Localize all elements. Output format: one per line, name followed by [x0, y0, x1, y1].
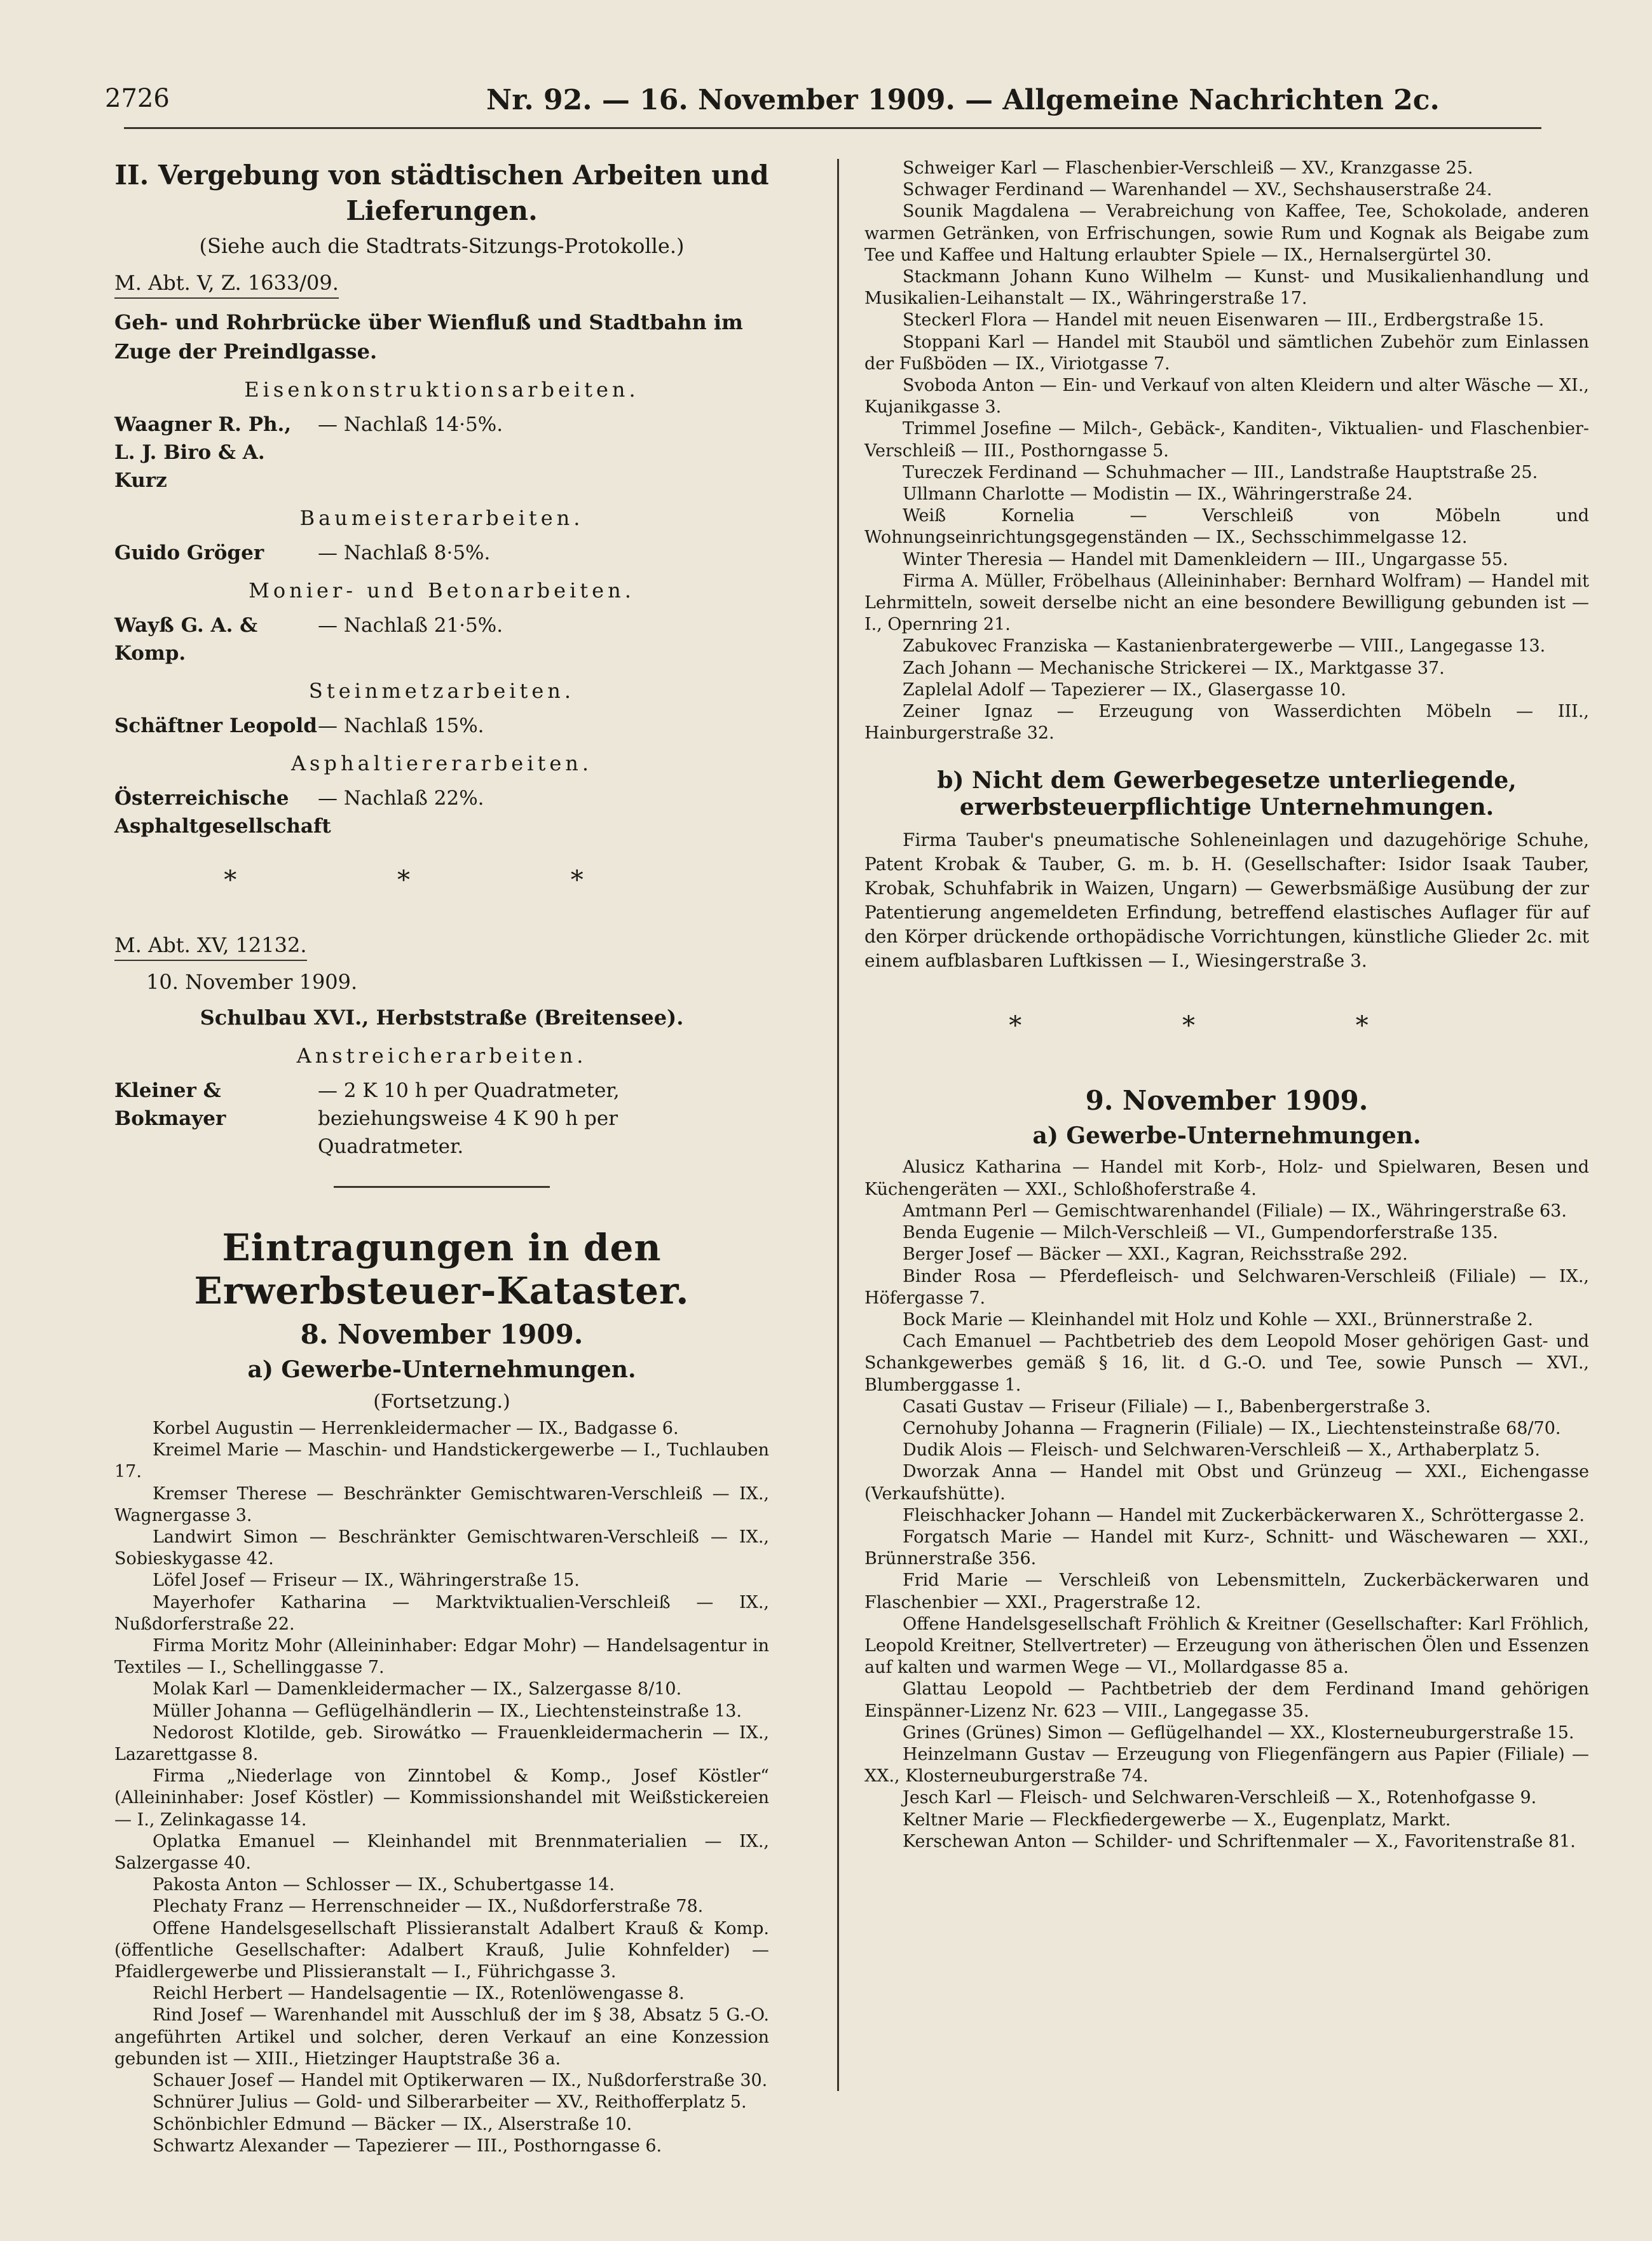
- list-item: Fleischhacker Johann — Handel mit Zuckerbäckerwaren X., Schröttergasse 2.: [903, 1505, 1585, 1525]
- list-item: Firma Moritz Mohr (Alleininhaber: Edgar Mohr) — Handelsagentur in Textiles — I., Schellinggasse 7.: [114, 1636, 769, 1678]
- award-discount: — Nachlaß 15%.: [318, 714, 484, 737]
- left-column: [114, 158, 769, 2157]
- list-item: Weiß Kornelia — Verschleiß von Möbeln und Wohnungseinrichtungsgegenständen — IX., Sechsschimmelgasse 12.: [864, 506, 1589, 548]
- column-divider: [837, 159, 839, 2091]
- list-item: Firma A. Müller, Fröbelhaus (Alleininhaber: Bernhard Wolfram) — Handel mit Lehrmitteln, soweit derselbe nicht an eine besondere Bewilligung gebunden ist — I., Opernring 21.: [864, 571, 1589, 635]
- entry-paragraph: Firma Tauber's pneumatische Sohleneinlagen und dazugehörige Schuhe, Patent Krobak & Tauber, G. m. b. H. (Gesellschafter: Isidor Isaak Tauber, Krobak, Schuhfabrik in Waizen, Ungarn) — Gewerbsmäßige Ausübung der zur Patentierung angemeldeten Erfindung, betreffend elastisches Auflager für auf den Körper drückende orthopädische Vorrichtungen, künstliche Glieder 2c. mit einem aufblasbaren Luftkissen — I., Wiesingerstraße 3.: [864, 829, 1589, 972]
- list-item: Kerschewan Anton — Schilder- und Schriftenmaler — X., Favoritenstraße 81.: [903, 1831, 1576, 1851]
- award-line: [114, 1077, 769, 1161]
- list-item: Schweiger Karl — Flaschenbier-Verschleiß — XV., Kranzgasse 25.: [903, 158, 1473, 178]
- list-item: Grines (Grünes) Simon — Geflügelhandel — XX., Klosterneuburgerstraße 15.: [903, 1722, 1574, 1743]
- list-item: Schwager Ferdinand — Warenhandel — XV., Sechshauserstraße 24.: [903, 180, 1492, 200]
- award-line: [114, 611, 769, 667]
- award-discount: — Nachlaß 21·5%.: [318, 614, 503, 637]
- list-item: Zaplelal Adolf — Tapezierer — IX., Glasergasse 10.: [903, 679, 1346, 700]
- list-item: Frid Marie — Verschleiß von Lebensmitteln, Zuckerbäckerwaren und Flaschenbier — XXI., Pragerstraße 12.: [864, 1570, 1589, 1612]
- list-item: Mayerhofer Katharina — Marktviktualien-Verschleiß — IX., Nußdorferstraße 22.: [114, 1592, 769, 1634]
- list-item: Schauer Josef — Handel mit Optikerwaren — IX., Nußdorferstraße 30.: [153, 2071, 768, 2091]
- continuation-note: (Fortsetzung.): [373, 1391, 510, 1413]
- header-rule: [124, 127, 1541, 129]
- running-title: Nr. 92. — 16. November 1909. — Allgemeine Nachrichten 2c.: [486, 84, 1440, 116]
- entry-list: [864, 1157, 1589, 1853]
- list-item: Stackmann Johann Kuno Wilhelm — Kunst- und Musikalienhandlung und Musikalien-Leihanstalt — IX., Währingerstraße 17.: [864, 267, 1589, 309]
- list-item: Winter Theresia — Handel mit Damenkleidern — III., Ungargasse 55.: [903, 549, 1508, 569]
- award-discount: — 2 K 10 h per Quadratmeter, beziehungsweise 4 K 90 h per Quadratmeter.: [318, 1079, 620, 1158]
- list-item: Löfel Josef — Friseur — IX., Währingerstraße 15.: [153, 1570, 580, 1591]
- list-item: Trimmel Josefine — Milch-, Gebäck-, Kanditen-, Viktualien- und Flaschenbier-Verschleiß — III., Posthorngasse 5.: [864, 419, 1589, 461]
- list-item: Svoboda Anton — Ein- und Verkauf von alten Kleidern und alter Wäsche — XI., Kujanikgasse 3.: [864, 376, 1589, 418]
- list-item: Keltner Marie — Fleckfiedergewerbe — X., Eugenplatz, Markt.: [903, 1809, 1451, 1830]
- trade-title: Baumeisterarbeiten.: [299, 506, 584, 530]
- list-item: Tureczek Ferdinand — Schuhmacher — III., Landstraße Hauptstraße 25.: [903, 462, 1538, 482]
- award-line: [114, 411, 769, 494]
- list-item: Cernohuby Johanna — Fragnerin (Filiale) — IX., Liechtensteinstraße 68/70.: [903, 1418, 1561, 1438]
- list-item: Reichl Herbert — Handelsagentie — IX., Rotenlöwengasse 8.: [153, 1984, 685, 2004]
- list-item: Offene Handelsgesellschaft Plissieranstalt Adalbert Krauß & Komp. (öffentliche Gesellschafter: Adalbert Krauß, Julie Kohnfelder) — Pfaidlergewerbe und Plissieranstalt — I., Führichgasse 3.: [114, 1918, 769, 1982]
- list-item: Schönbichler Edmund — Bäcker — IX., Alserstraße 10.: [153, 2114, 632, 2134]
- list-item: Rind Josef — Warenhandel mit Ausschluß der im § 38, Absatz 5 G.-O. angeführten Artikel und solcher, deren Verkauf an eine Konzession gebunden ist — XIII., Hietzinger Hauptstraße 36 a.: [114, 2005, 769, 2069]
- award-discount: — Nachlaß 8·5%.: [318, 542, 491, 564]
- reference-number: M. Abt. XV, 12132.: [114, 933, 307, 961]
- subsection-heading: a) Gewerbe-Unternehmungen.: [247, 1356, 636, 1383]
- award-discount: — Nachlaß 22%.: [318, 787, 484, 810]
- list-item: Firma „Niederlage von Zinntobel & Komp., Josef Köstler“ (Alleininhaber: Josef Köstler) — Kommissionshandel mit Weißstickereien — I., Zelinkagasse 14.: [114, 1766, 769, 1830]
- list-item: Jesch Karl — Fleisch- und Selchwaren-Verschleiß — X., Rotenhofgasse 9.: [903, 1788, 1537, 1808]
- entry-list: [864, 158, 1589, 744]
- list-item: Zabukovec Franziska — Kastanienbratergewerbe — VIII., Langegasse 13.: [903, 636, 1546, 657]
- list-item: Korbel Augustin — Herrenkleidermacher — IX., Badgasse 6.: [153, 1419, 679, 1438]
- list-item: Dworzak Anna — Handel mit Obst und Grünzeug — XXI., Eichengasse (Verkaufshütte).: [864, 1462, 1589, 1504]
- date-heading: 9. November 1909.: [1085, 1085, 1369, 1117]
- list-item: Casati Gustav — Friseur (Filiale) — I., Babenbergerstraße 3.: [903, 1396, 1431, 1417]
- entry-list: [114, 1418, 769, 2157]
- list-item: Dudik Alois — Fleisch- und Selchwaren-Verschleiß — X., Arthaberplatz 5.: [903, 1440, 1540, 1461]
- list-item: Sounik Magdalena — Verabreichung von Kaffee, Tee, Schokolade, anderen warmen Getränken, von Erfrischungen, sowie Rum und Kognak als Beigabe zum Tee und Kaffee und Haltung erlaubter Spiele — IX., Hernalsergürtel 30.: [864, 201, 1589, 265]
- list-item: Stoppani Karl — Handel mit Stauböl und sämtlichen Zubehör zum Einlassen der Fußböden — IX., Viriotgasse 7.: [864, 332, 1589, 374]
- list-item: Schnürer Julius — Gold- und Silberarbeiter — XV., Reithofferplatz 5.: [153, 2092, 747, 2113]
- project-title: Geh- und Rohrbrücke über Wienfluß und Stadtbahn im Zuge der Preindlgasse.: [114, 310, 743, 364]
- award-firm: Guido Gröger: [114, 542, 264, 564]
- award-line: [114, 712, 769, 740]
- reference-date: 10. November 1909.: [146, 970, 358, 994]
- list-item: Plechaty Franz — Herrenschneider — IX., Nußdorferstraße 78.: [153, 1897, 704, 1917]
- award-line: [114, 539, 769, 567]
- main-heading: Eintragungen in den Erwerbsteuer-Kataster.: [194, 1226, 690, 1312]
- list-item: Schwartz Alexander — Tapezierer — III., Posthorngasse 6.: [153, 2135, 662, 2156]
- list-item: Binder Rosa — Pferdefleisch- und Selchwaren-Verschleiß (Filiale) — IX., Höfergasse 7.: [864, 1266, 1589, 1308]
- award-firm: Waagner R. Ph., L. J. Biro & A. Kurz: [114, 413, 292, 492]
- list-item: Offene Handelsgesellschaft Fröhlich & Kreitner (Gesellschafter: Karl Fröhlich, Leopold Kreitner, Stellvertreter) — Erzeugung von ätherischen Ölen und Essenzen auf kalten und warmen Wege — VI., Mollardgasse 85 a.: [864, 1614, 1589, 1678]
- list-item: Cach Emanuel — Pachtbetrieb des dem Leopold Moser gehörigen Gast- und Schankgewerbes gemäß § 16, lit. d G.-O. und Tee, sowie Punsch — XVI., Blumberggasse 1.: [864, 1332, 1589, 1395]
- separator-rule: [334, 1186, 550, 1188]
- right-column: [864, 158, 1589, 1853]
- section-note: (Siehe auch die Stadtrats-Sitzungs-Protokolle.): [199, 234, 685, 258]
- reference-number: M. Abt. V, Z. 1633/09.: [114, 271, 339, 299]
- list-item: Steckerl Flora — Handel mit neuen Eisenwaren — III., Erdbergstraße 15.: [903, 310, 1545, 330]
- award-firm: Schäftner Leopold: [114, 714, 317, 737]
- award-firm: Wayß G. A. & Komp.: [114, 614, 258, 665]
- list-item: Zeiner Ignaz — Erzeugung von Wasserdichten Möbeln — III., Hainburgerstraße 32.: [864, 702, 1589, 744]
- list-item: Molak Karl — Damenkleidermacher — IX., Salzergasse 8/10.: [153, 1679, 682, 1699]
- trade-title: Steinmetzarbeiten.: [308, 679, 575, 703]
- list-item: Kreimel Marie — Maschin- und Handstickergewerbe — I., Tuchlauben 17.: [114, 1440, 769, 1482]
- list-item: Amtmann Perl — Gemischtwarenhandel (Filiale) — IX., Währingerstraße 63.: [903, 1201, 1567, 1221]
- date-heading: 8. November 1909.: [300, 1319, 584, 1350]
- list-item: Ullmann Charlotte — Modistin — IX., Währingerstraße 24.: [903, 484, 1413, 505]
- award-line: [114, 784, 769, 840]
- section-title: II. Vergebung von städtischen Arbeiten und Lieferungen.: [114, 160, 769, 226]
- separator-stars: * * *: [224, 866, 660, 895]
- list-item: Benda Eugenie — Milch-Verschleiß — VI., Gumpendorferstraße 135.: [903, 1223, 1498, 1243]
- list-item: Landwirt Simon — Beschränkter Gemischtwaren-Verschleiß — IX., Sobieskygasse 42.: [114, 1527, 769, 1569]
- list-item: Nedorost Klotilde, geb. Sirowátko — Frauenkleidermacherin — IX., Lazarettgasse 8.: [114, 1722, 769, 1765]
- list-item: Bock Marie — Kleinhandel mit Holz und Kohle — XXI., Brünnerstraße 2.: [903, 1309, 1533, 1330]
- project-title: Schulbau XVI., Herbststraße (Breitensee).: [200, 1005, 684, 1030]
- list-item: Oplatka Emanuel — Kleinhandel mit Brennmaterialien — IX., Salzergasse 40.: [114, 1831, 769, 1874]
- list-item: Forgatsch Marie — Handel mit Kurz-, Schnitt- und Wäschewaren — XXI., Brünnerstraße 356.: [864, 1527, 1589, 1569]
- separator-stars: * * *: [1009, 1011, 1445, 1041]
- award-firm: Kleiner & Bokmayer: [114, 1079, 226, 1130]
- award-discount: — Nachlaß 14·5%.: [318, 413, 503, 436]
- list-item: Alusicz Katharina — Handel mit Korb-, Holz- und Spielwaren, Besen und Küchengeräten — XXI., Schloßhoferstraße 4.: [864, 1157, 1589, 1199]
- page-number: 2726: [105, 84, 170, 113]
- list-item: Heinzelmann Gustav — Erzeugung von Fliegenfängern aus Papier (Filiale) — XX., Klosterneuburgerstraße 74.: [864, 1744, 1589, 1787]
- trade-title: Eisenkonstruktionsarbeiten.: [244, 378, 639, 402]
- list-item: Glattau Leopold — Pachtbetrieb der dem Ferdinand Imand gehörigen Einspänner-Lizenz Nr. 623 — VIII., Langegasse 35.: [864, 1679, 1589, 1721]
- trade-title: Asphaltiererarbeiten.: [290, 751, 593, 775]
- page-header: [105, 75, 1522, 126]
- list-item: Pakosta Anton — Schlosser — IX., Schubertgasse 14.: [153, 1875, 615, 1895]
- subsection-heading: b) Nicht dem Gewerbegesetze unterliegende, erwerbsteuerpflichtige Unternehmungen.: [937, 767, 1517, 821]
- subsection-heading: a) Gewerbe-Unternehmungen.: [1032, 1122, 1421, 1150]
- list-item: Berger Josef — Bäcker — XXI., Kagran, Reichsstraße 292.: [903, 1244, 1408, 1265]
- trade-title: Anstreicherarbeiten.: [296, 1044, 587, 1068]
- trade-title: Monier- und Betonarbeiten.: [249, 578, 635, 603]
- list-item: Kremser Therese — Beschränkter Gemischtwaren-Verschleiß — IX., Wagnergasse 3.: [114, 1483, 769, 1525]
- list-item: Zach Johann — Mechanische Strickerei — IX., Marktgasse 37.: [903, 658, 1445, 678]
- list-item: Müller Johanna — Geflügelhändlerin — IX., Liechtensteinstraße 13.: [153, 1701, 742, 1721]
- award-firm: Österreichische Asphaltgesellschaft: [114, 787, 331, 838]
